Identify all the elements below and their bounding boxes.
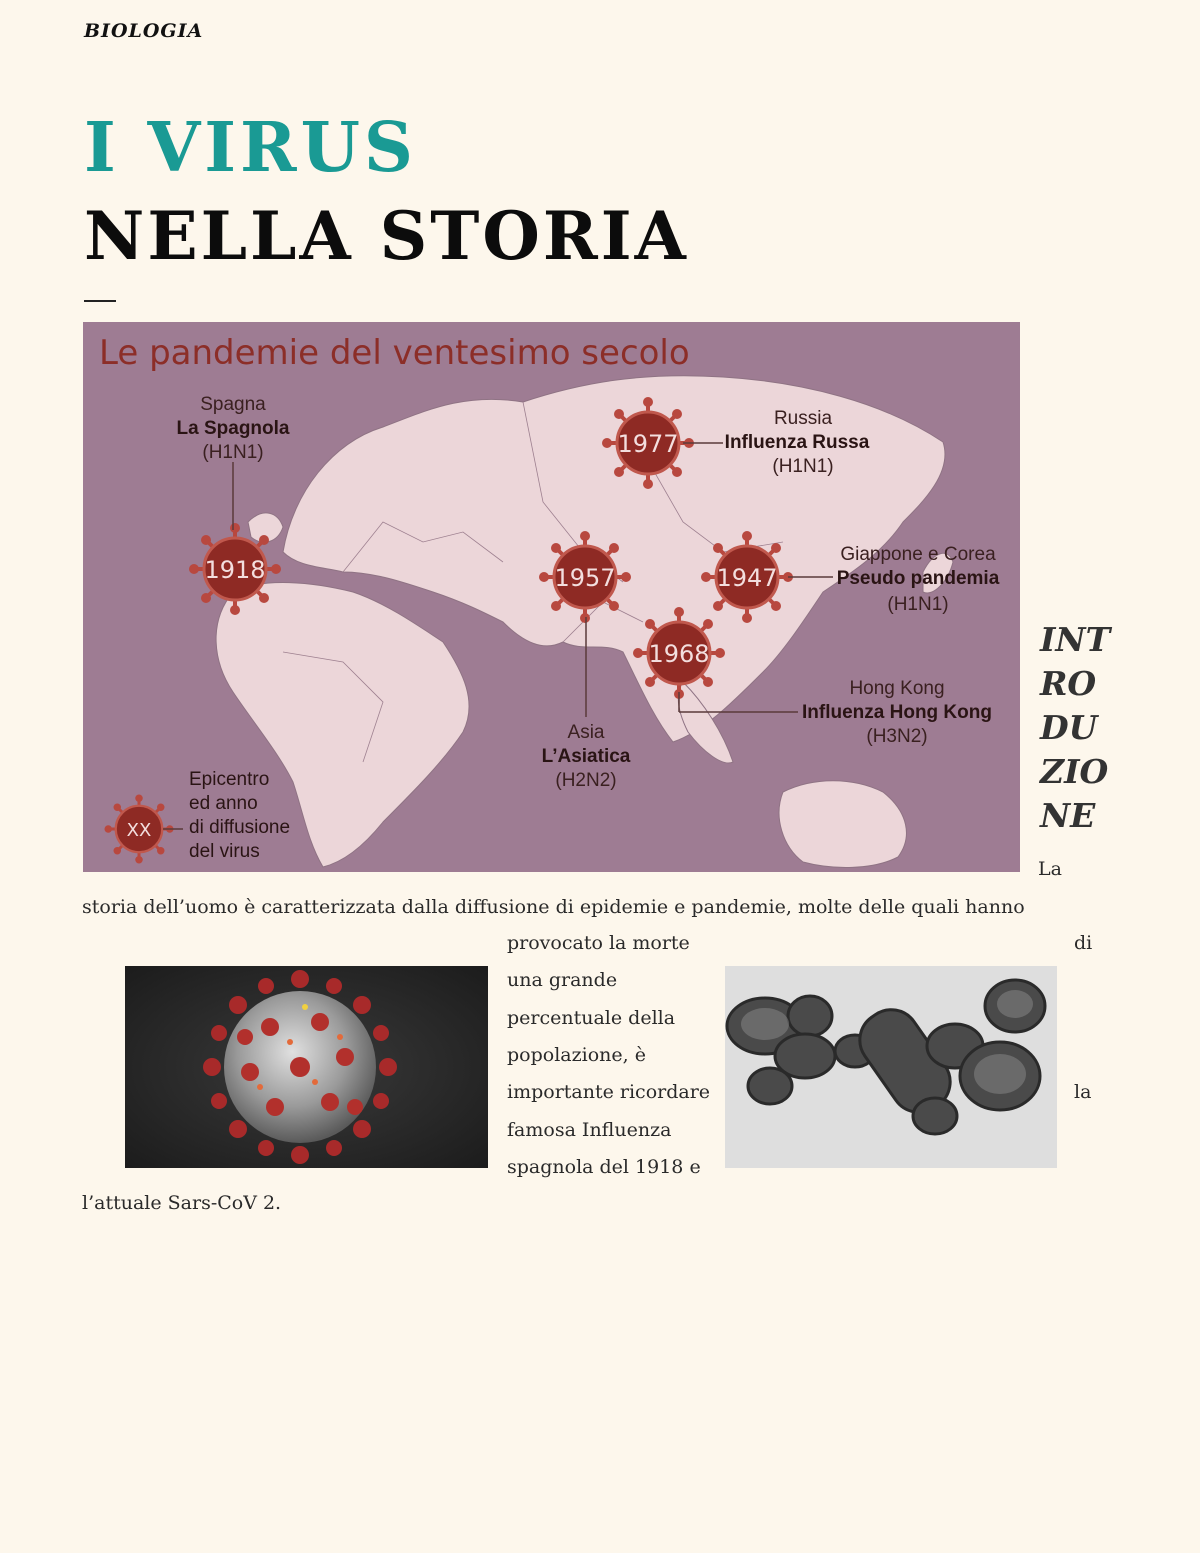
intro-heading-line: NE bbox=[1040, 796, 1096, 835]
intro-column-line: spagnola del 1918 e bbox=[507, 1156, 701, 1178]
label-name-pseudo: Pseudo pandemia bbox=[836, 568, 1000, 589]
marker-year: 1968 bbox=[648, 640, 710, 668]
intro-text-last: l’attuale Sars-CoV 2. bbox=[82, 1192, 282, 1214]
section-label: BIOLOGIA bbox=[84, 20, 204, 42]
marker-year: 1947 bbox=[716, 564, 778, 592]
intro-right-word: la bbox=[1074, 1081, 1092, 1103]
intro-column-line: popolazione, è bbox=[507, 1044, 646, 1066]
label-name-hongkong: Influenza Hong Kong bbox=[802, 702, 992, 723]
label-strain-spagnola: (H1N1) bbox=[202, 442, 264, 463]
pandemic-map bbox=[83, 322, 1020, 872]
intro-column-line: famosa Influenza bbox=[507, 1119, 672, 1141]
intro-column-line: importante ricordare bbox=[507, 1081, 711, 1103]
label-strain-hongkong: (H3N2) bbox=[866, 726, 928, 747]
label-name-spagnola: La Spagnola bbox=[176, 418, 290, 439]
marker-1968 bbox=[633, 607, 725, 699]
legend-line-2: ed anno bbox=[189, 793, 258, 814]
coronavirus-image bbox=[125, 966, 488, 1168]
legend-line-3: di diffusione bbox=[189, 817, 291, 838]
intro-right-word: di bbox=[1074, 932, 1093, 954]
marker-year: 1918 bbox=[204, 556, 266, 584]
title-line-1: I VIRUS bbox=[84, 108, 417, 188]
label-place-asia: Asia bbox=[567, 722, 605, 743]
intro-text-line: storia dell’uomo è caratterizzata dalla diffusione di epidemie e pandemie, molte delle quali hanno bbox=[82, 896, 1025, 918]
intro-heading-line: RO bbox=[1040, 664, 1097, 703]
intro-column-line: provocato la morte bbox=[507, 932, 690, 954]
marker-1977 bbox=[602, 397, 694, 489]
intro-column-line: una grande bbox=[507, 969, 618, 991]
intro-text-start: La bbox=[1038, 858, 1062, 880]
label-name-russa: Influenza Russa bbox=[724, 432, 870, 453]
label-strain-russa: (H1N1) bbox=[772, 456, 834, 477]
intro-heading-line: DU bbox=[1040, 708, 1098, 747]
label-strain-asiatica: (H2N2) bbox=[555, 770, 617, 791]
legend-symbol: XX bbox=[126, 820, 152, 841]
label-place-spagna: Spagna bbox=[200, 394, 266, 415]
label-strain-pseudo: (H1N1) bbox=[887, 594, 949, 615]
marker-year: 1957 bbox=[554, 564, 616, 592]
legend-line-4: del virus bbox=[189, 841, 260, 862]
legend-line-1: Epicentro bbox=[189, 769, 270, 790]
title-divider bbox=[84, 300, 116, 302]
label-place-giappone: Giappone e Corea bbox=[840, 544, 996, 565]
label-place-hongkong: Hong Kong bbox=[849, 678, 945, 699]
title-line-2: NELLA STORIA bbox=[84, 197, 689, 275]
marker-1918 bbox=[189, 523, 281, 615]
label-place-russia: Russia bbox=[773, 408, 833, 429]
map-legend bbox=[105, 769, 291, 864]
micrograph-image bbox=[725, 966, 1057, 1168]
intro-column-line: percentuale della bbox=[507, 1007, 676, 1029]
label-name-asiatica: L’Asiatica bbox=[541, 746, 631, 767]
intro-heading-line: ZIO bbox=[1040, 752, 1109, 791]
marker-year: 1977 bbox=[617, 430, 679, 458]
intro-heading bbox=[1040, 618, 1120, 838]
intro-heading-line: INT bbox=[1040, 620, 1111, 659]
map-title: Le pandemie del ventesimo secolo bbox=[99, 333, 690, 373]
marker-1957 bbox=[539, 531, 631, 623]
marker-1947 bbox=[701, 531, 793, 623]
